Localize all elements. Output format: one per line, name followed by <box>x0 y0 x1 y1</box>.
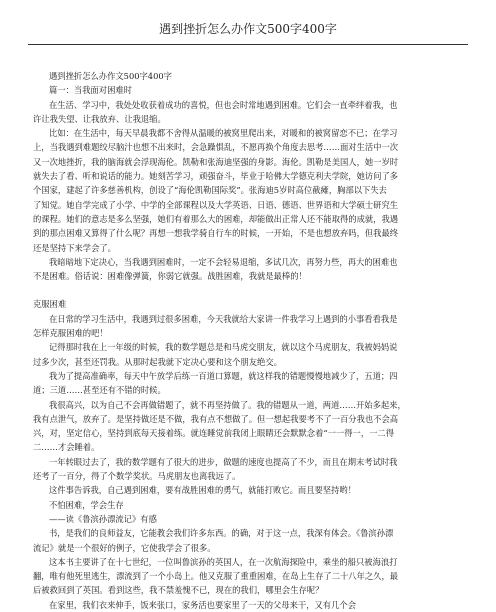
text-line: 就失去了看、听和说话的能力。她刻苦学习，顽强奋斗，毕业于哈佛大学德克利夫学院，她访问了多 <box>33 171 399 182</box>
document-title: 遇到挫折怎么办作文500字400字 <box>159 22 337 36</box>
text-line: 我暗暗地下定决心，当我遇到困难时，一定不会轻易退缩，多试几次，再努力些，再大的困难也 <box>49 256 398 267</box>
text-line: 许让我失望、让我放弃、让我退缩。 <box>33 113 166 124</box>
text-line: 二……才会睡着。 <box>33 442 100 453</box>
text-line: 到的那点困难又算得了什么呢？再想一想我学骑自行车的时候，一开始，不是也想放弃吗，但我最终 <box>33 228 399 239</box>
paragraph-gap <box>33 283 467 297</box>
text-line: 怎样克服困难的吧！ <box>33 328 108 339</box>
text-line: 遇到挫折怎么办作文500字400字 <box>49 71 172 81</box>
text-line: 克服困难 <box>33 299 67 310</box>
text-line: 后被救回到了英国。看到这些，我不禁羞愧不已，现在的我们，哪里会生存呢？ <box>33 585 324 596</box>
text-line: 上，当我遇到难题绞尽脑汁也想不出来时，会急躁惧乱，不愿再换个角度去思考……面对生活中一次 <box>33 142 399 153</box>
text-line: 一年转眼过去了，我的数学题有了很大的进步，做题的速度也提高了不少，而且在期末考试时我 <box>49 456 398 467</box>
text-line: 记得那时我在上一年级的时候，我的数学题总是和马虎交朋友，就以这个马虎朋友，我被妈妈说 <box>49 342 398 353</box>
text-line: 这件事告诉我，自己遇到困难，要有战胜困难的勇气，就能打败它。而且要坚持哟！ <box>49 485 356 496</box>
title-divider <box>28 44 468 45</box>
text-line: 我为了提高准确率，每天中午放学后练一百道口算题，就这样我的错题慢慢地减少了，五道；四 <box>49 370 398 381</box>
text-line: 翻，唯有他死里逃生，漂流到了一个小岛上。他又克服了重重困难，在岛上生存了二十八年之久，最 <box>33 571 399 582</box>
text-line: 流记》就是一个很好的例子，它使我学会了很多。 <box>33 542 216 553</box>
text-line: 在家里，我们衣来伸手，饭来张口，家务活也要家里了一天的父母来干，又有几个会 <box>49 599 356 610</box>
text-line: 不怕困难，学会生存 <box>49 499 124 510</box>
text-line: 兴，对，坚定信心，坚持到底每天接着练。就连睡觉前我闭上眼睛还会默默念着“一一得一，一二得 <box>33 428 395 439</box>
text-line: 书，是我们的良师益友，它能教会我们许多东西。的确，对于这一点，我深有体会。《鲁滨孙漂 <box>49 528 394 539</box>
text-line: 我有点泄气，放弃了。是坚持做还是不做，我有点不想做了。但一想起我要考不了一百分我也不会高 <box>33 413 399 424</box>
text-line: 这本书主要讲了在十七世纪，一位叫鲁滨孙的英国人，在一次航海探险中，乘坐的船只被海浪打 <box>49 556 398 567</box>
text-line: 还是坚持下来学会了。 <box>33 242 116 253</box>
text-line: 个国家，建起了许多慈善机构，创设了“海伦凯勒国际奖”。张海迪5岁时高位截瘫，胸部以下失去 <box>33 185 387 196</box>
text-line: 道；三道……甚至还有不错的时候。 <box>33 385 166 396</box>
text-line: 在日常的学习生活中，我遇到过很多困难，今天我就给大家讲一件我学习上遇到的小事看看我是 <box>49 313 398 324</box>
text-line: ——读《鲁滨孙漂流记》有感 <box>49 513 157 524</box>
text-line: 又一次地挫折，我的脑海就会浮现海伦。凯勒和张海迪坚强的身影。海伦。凯勒是美国人，她一岁时 <box>33 156 399 167</box>
text-line: 过多少次，甚至还罚我。从那时起我就下定决心要和这个朋友绝交。 <box>33 356 282 367</box>
text-line: 不是困难。俗话说：困难像弹簧，你弱它就强。战胜困难，我就是最棒的！ <box>33 271 307 282</box>
text-line: 比如：在生活中，每天早晨我都不舍得从温暖的被窝里爬出来，对暖和的被窝留恋不已；在学习 <box>49 128 398 139</box>
text-line: 在生活、学习中，我处处收获着成功的喜悦，但也会时常地遇到困难。它们会一直牵绊着我，也 <box>49 99 398 110</box>
text-line: 还考了一百分，得了个数学奖状。马虎朋友也离我远了。 <box>33 471 241 482</box>
text-line: 篇一：当我面对困难时 <box>49 85 132 96</box>
text-line: 的课程。她们的意志是多么坚强，她们有着那么大的困难，却能做出正常人还不能取得的成就，我遇 <box>33 213 399 224</box>
document-body <box>33 69 467 612</box>
text-line: 我很高兴，以为自己不会再做错题了，就不再坚持做了。我的错题从一道，两道……开始多起来， <box>49 399 406 410</box>
text-line: 了知觉。她自学完成了小学、中学的全部课程以及大学英语、日语、德语、世界语和大学硕士研究生 <box>33 199 399 210</box>
